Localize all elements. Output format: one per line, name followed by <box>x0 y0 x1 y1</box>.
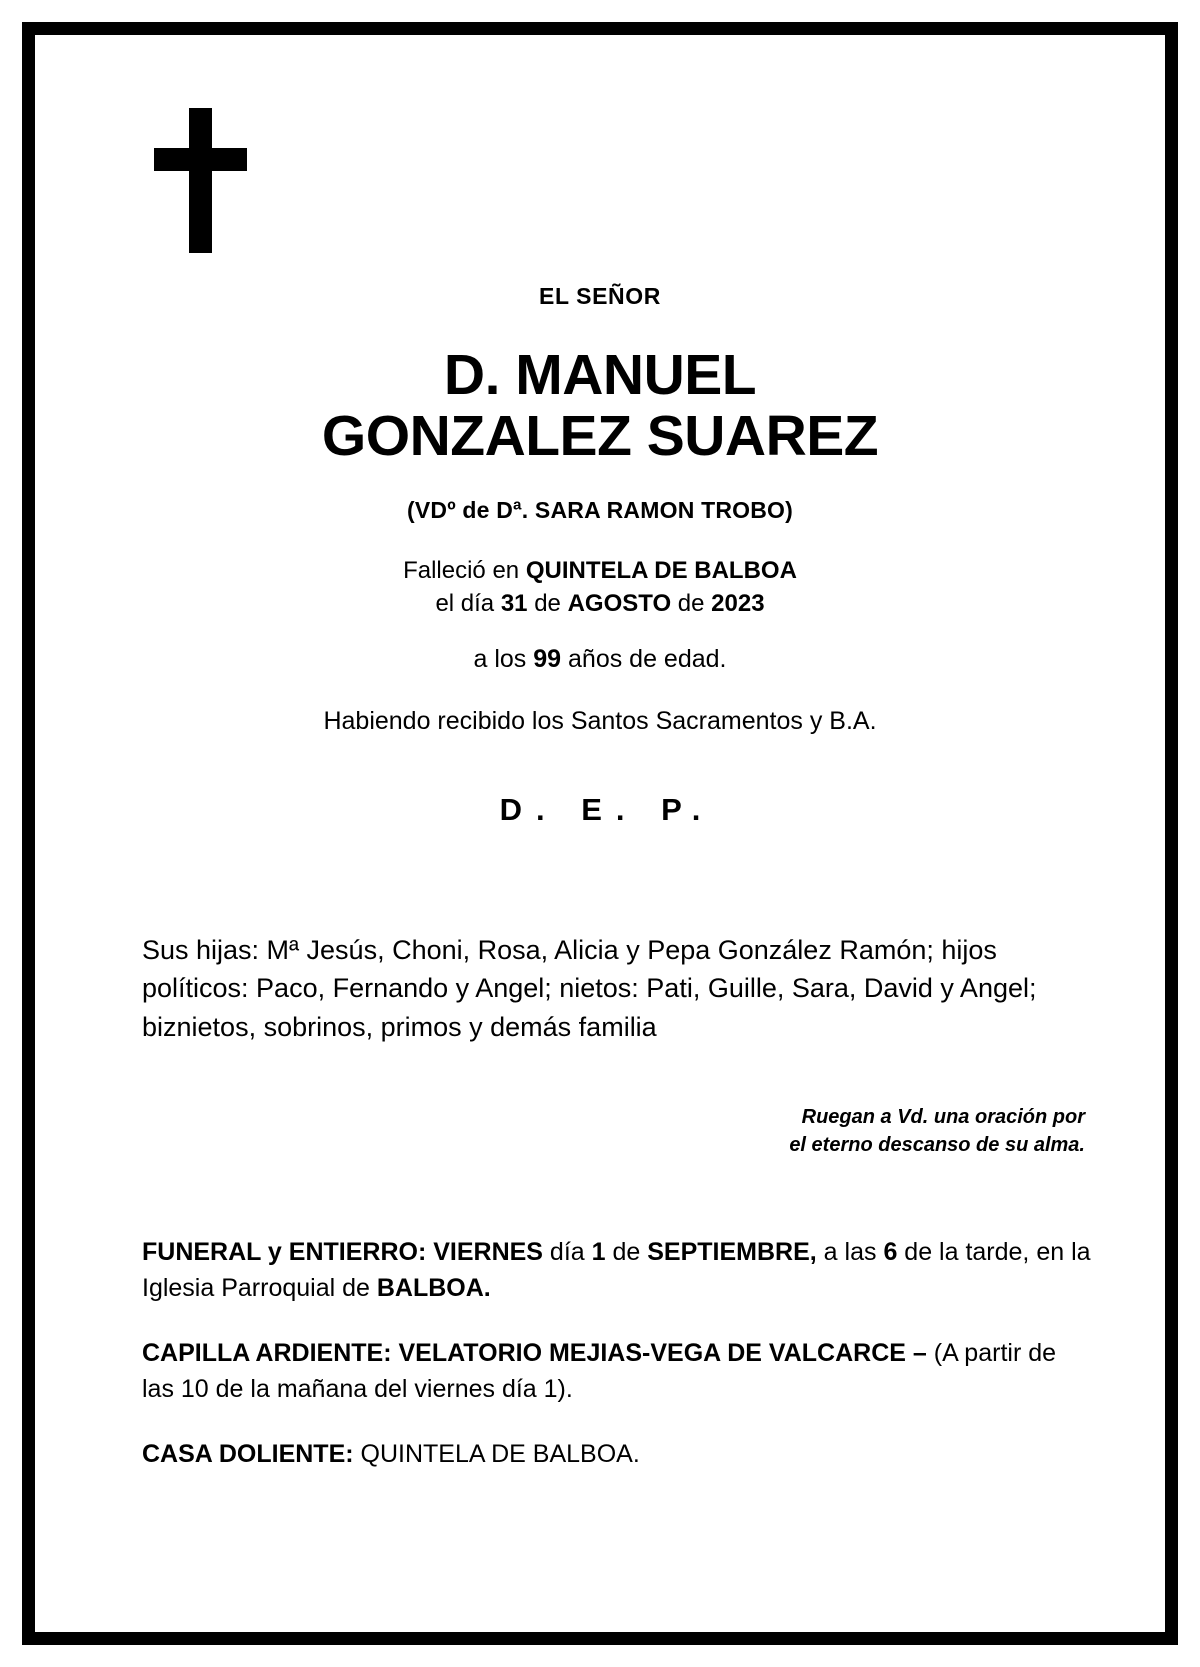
death-date-line <box>35 587 1165 620</box>
casa-doliente-label: CASA DOLIENTE: <box>142 1440 354 1468</box>
funeral-time: 6 <box>883 1238 898 1266</box>
casa-doliente-value: QUINTELA DE BALBOA. <box>353 1440 640 1468</box>
capilla-block <box>142 1336 1092 1407</box>
sacraments-line: Habiendo recibido los Santos Sacramentos y B.A. <box>323 706 877 735</box>
latin-cross-icon <box>153 108 249 253</box>
funeral-month: SEPTIEMBRE, <box>647 1238 817 1266</box>
dep-text: D. E. P. <box>499 791 715 827</box>
prayer-line-2: el eterno descanso de su alma. <box>789 1134 1085 1157</box>
funeral-dia: día <box>542 1238 592 1266</box>
salutation-text: EL SEÑOR <box>539 283 661 309</box>
age-line <box>35 645 1165 674</box>
casa-doliente-block <box>142 1437 1092 1473</box>
black-border-frame <box>22 22 1178 1645</box>
funeral-label: FUNERAL y ENTIERRO: VIERNES <box>142 1238 543 1266</box>
capilla-value: VELATORIO MEJIAS-VEGA DE VALCARCE – <box>398 1339 927 1367</box>
funeral-time-prefix: a las <box>816 1238 884 1266</box>
date-year: 2023 <box>711 589 765 617</box>
family-paragraph: Sus hijas: Mª Jesús, Choni, Rosa, Alicia y Pepa González Ramón; hijos políticos: Paco, Fernando y Angel; nietos: Pati, Guille, Sara, David y Angel; biznietos, sobrinos, primos y demás familia <box>142 935 1037 1042</box>
cross-horizontal-bar <box>154 148 247 171</box>
service-details <box>142 1235 1092 1473</box>
death-place-line <box>35 554 1165 587</box>
age-suffix: años de edad. <box>561 644 727 673</box>
deceased-name <box>35 342 1165 468</box>
prayer-request <box>465 1103 1085 1160</box>
capilla-note-1: (A partir <box>926 1339 1022 1367</box>
date-mid: de <box>527 589 568 617</box>
capilla-note-2: de las 10 de la mañana del viernes día 1). <box>142 1339 1057 1403</box>
spouse-note: (VDº de Dª. SARA RAMON TROBO) <box>406 496 794 523</box>
age-prefix: a los <box>473 644 534 673</box>
age-value: 99 <box>533 644 562 673</box>
capilla-label: CAPILLA ARDIENTE <box>142 1339 384 1367</box>
deceased-name-line-1: D. MANUEL <box>443 342 757 407</box>
capilla-separator: : <box>383 1339 399 1367</box>
died-prefix: Falleció en <box>403 556 526 584</box>
funeral-place: BALBOA. <box>376 1273 491 1302</box>
prayer-line-1: Ruegan a Vd. una oración por <box>801 1106 1085 1128</box>
funeral-de: de <box>605 1238 648 1266</box>
cross-vertical-bar <box>189 108 212 253</box>
notice-header <box>35 283 1165 828</box>
deceased-name-line-2: GONZALEZ SUAREZ <box>321 403 879 468</box>
death-details <box>35 554 1165 620</box>
funeral-block <box>142 1235 1092 1306</box>
funeral-place-prefix: en la Iglesia Parroquial de <box>142 1238 1091 1302</box>
date-prefix: el día <box>435 589 501 617</box>
date-de: de <box>671 589 712 617</box>
died-place: QUINTELA DE BALBOA <box>525 556 797 584</box>
notice-sheet <box>35 35 1165 1632</box>
date-day: 31 <box>500 589 528 617</box>
funeral-day: 1 <box>591 1238 606 1266</box>
date-month: AGOSTO <box>567 589 672 617</box>
funeral-time-suffix: de la tarde, <box>897 1238 1030 1266</box>
